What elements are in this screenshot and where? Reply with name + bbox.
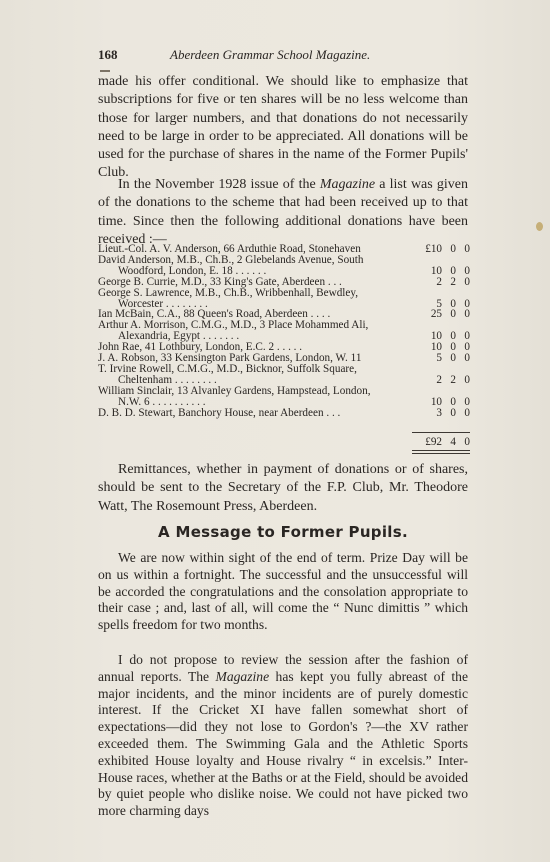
donation-line [98, 320, 470, 331]
donation-entry [98, 386, 470, 408]
donation-entry [98, 288, 470, 310]
total-rule-top [412, 432, 470, 433]
total-rule-double [412, 453, 470, 454]
amount-shillings: 2 [450, 373, 456, 386]
total-pence: 0 [464, 436, 470, 448]
amount-pounds: 5 [436, 352, 442, 365]
donation-line [98, 342, 470, 353]
amount-pence: 0 [464, 352, 470, 365]
paper-stain [536, 222, 543, 231]
amount-pence: 0 [464, 275, 470, 288]
amount-pounds: 10 [430, 341, 442, 354]
message-paragraph-1: We are now within sight of the end of term. Prize Day will be on us within a fortnight. The successful and the unsuccessful will be accorded the congratulations and the consolation appropriate to their case ; and, last of all, will come the “ Nunc dimittis ” which spells freedom for two months. [98, 550, 468, 633]
donation-line [98, 266, 470, 277]
amount-pounds: 3 [436, 406, 442, 419]
amount-pounds: 2 [436, 275, 442, 288]
remittances-paragraph: Remittances, whether in payment of donations or of shares, should be sent to the Secretary of the F.P. Club, Mr. Theodore Watt, The Rosemount Press, Aberdeen. [98, 462, 468, 514]
running-title: Aberdeen Grammar School Magazine. [170, 47, 371, 62]
amount-shillings: 0 [450, 264, 456, 277]
donation-line [98, 397, 470, 408]
donation-entry [98, 309, 470, 320]
donation-line [98, 277, 470, 288]
donor-address: Worcester . . . . . . . . [118, 298, 208, 310]
donation-line [98, 331, 470, 342]
total-pounds: £92 [425, 436, 442, 448]
amount-pence: 0 [464, 406, 470, 419]
donation-entry [98, 342, 470, 353]
donor-name: George S. Lawrence, M.B., Ch.B., Wribbenhall, Bewdley, [98, 287, 359, 299]
total-rule-bottom [412, 450, 470, 451]
donor-name: D. B. D. Stewart, Banchory House, near Aberdeen . . . [98, 407, 341, 419]
amount-pounds: 10 [430, 395, 442, 408]
donor-name: J. A. Robson, 33 Kensington Park Gardens, London, W. 11 [98, 353, 362, 364]
amount-pence: 0 [464, 341, 470, 354]
donation-entry [98, 353, 470, 364]
magazine-title: Magazine [319, 177, 376, 192]
donation-line [98, 364, 470, 375]
donation-entry [98, 277, 470, 288]
amount-pounds: 2 [436, 373, 442, 386]
intro-paragraph: made his offer conditional. We should like to emphasize that subscriptions for five or ten shares will be no less welcome than those for larger numbers, and that donations do not necessarily need to be large in order to be appreciated. All donations will be used for the purchase of shares in the name of the Former Pupils' Club. [98, 74, 468, 181]
amount-pence: 0 [464, 373, 470, 386]
amount-shillings: 0 [450, 352, 456, 365]
amount-shillings: 0 [450, 243, 456, 255]
donor-address: Alexandria, Egypt . . . . . . . [118, 331, 240, 343]
magazine-title: Magazine [215, 668, 270, 684]
amount-pence: 0 [464, 243, 470, 255]
donor-name: Arthur A. Morrison, C.M.G., M.D., 3 Place Mohammed Ali, [98, 320, 369, 332]
donation-line [98, 386, 470, 397]
donor-name: Ian McBain, C.A., 88 Queen's Road, Aberdeen . . . . [98, 309, 331, 321]
donation-line [98, 299, 470, 310]
amount-pence: 0 [464, 297, 470, 310]
donation-line [98, 255, 470, 266]
amount-pounds: 25 [430, 308, 442, 321]
donation-entry [98, 244, 470, 255]
donation-list [98, 244, 470, 419]
total-shillings: 4 [450, 436, 456, 448]
donor-name: George B. Currie, M.D., 33 King's Gate, Aberdeen . . . [98, 276, 342, 288]
page-number: 168 [98, 47, 118, 62]
donation-line [98, 288, 470, 299]
donor-name: John Rae, 41 Lothbury, London, E.C. 2 . . . . . [98, 342, 303, 354]
donation-entry [98, 255, 470, 277]
message-paragraph-2: I do not propose to review the session after the fashion of annual reports. The Magazine has kept you fully abreast of the major incidents, and the minor incidents are of purely domestic interest. If the Cricket XI have fallen somewhat short of expectations—did they not lose to Gordon's ?—the XV rather exceeded them. The Swimming Gala and the Athletic Sports exhibited House loyalty and House rivalry “ in excelsis.” Inter-House races, whether at the Baths or at the Field, should be avoided by quiet people who dislike noise. We could not have picked two more charming days [98, 652, 468, 819]
donation-total [412, 436, 470, 448]
donation-line [98, 309, 470, 320]
amount-pounds: £10 [425, 243, 442, 255]
amount-pence: 0 [464, 395, 470, 408]
donor-address: Woodford, London, E. 18 . . . . . . [118, 265, 267, 277]
donation-line [98, 375, 470, 386]
donation-entry [98, 320, 470, 342]
donation-entry [98, 408, 470, 419]
amount-pounds: 10 [430, 264, 442, 277]
amount-pounds: 5 [436, 297, 442, 310]
amount-shillings: 0 [450, 297, 456, 310]
donor-address: N.W. 6 . . . . . . . . . . [118, 396, 206, 408]
donor-name: T. Irvine Rowell, C.M.G., M.D., Bicknor, Suffolk Square, [98, 363, 357, 375]
printer-mark [100, 64, 110, 72]
amount-shillings: 0 [450, 395, 456, 408]
november-paragraph: In the November 1928 issue of the Magazine a list was given of the donations to the scheme that had been received up to that time. Since then the following additional donations have been received :— [98, 177, 468, 247]
amount-shillings: 2 [450, 275, 456, 288]
donation-line [98, 353, 470, 364]
donation-line [98, 408, 470, 419]
amount-shillings: 0 [450, 330, 456, 343]
amount-pence: 0 [464, 330, 470, 343]
amount-pounds: 10 [430, 330, 442, 343]
amount-pence: 0 [464, 264, 470, 277]
donor-name: Lieut.-Col. A. V. Anderson, 66 Arduthie Road, Stonehaven [98, 244, 361, 255]
donation-line [98, 244, 470, 255]
section-heading: A Message to Former Pupils. [158, 523, 408, 541]
donor-name: William Sinclair, 13 Alvanley Gardens, Hampstead, London, [98, 385, 371, 397]
donor-address: Cheltenham . . . . . . . . [118, 374, 217, 386]
amount-shillings: 0 [450, 341, 456, 354]
amount-pence: 0 [464, 308, 470, 321]
donation-entry [98, 364, 470, 386]
donor-name: David Anderson, M.B., Ch.B., 2 Glebelands Avenue, South [98, 254, 364, 266]
page-header [98, 47, 468, 65]
amount-shillings: 0 [450, 406, 456, 419]
amount-shillings: 0 [450, 308, 456, 321]
